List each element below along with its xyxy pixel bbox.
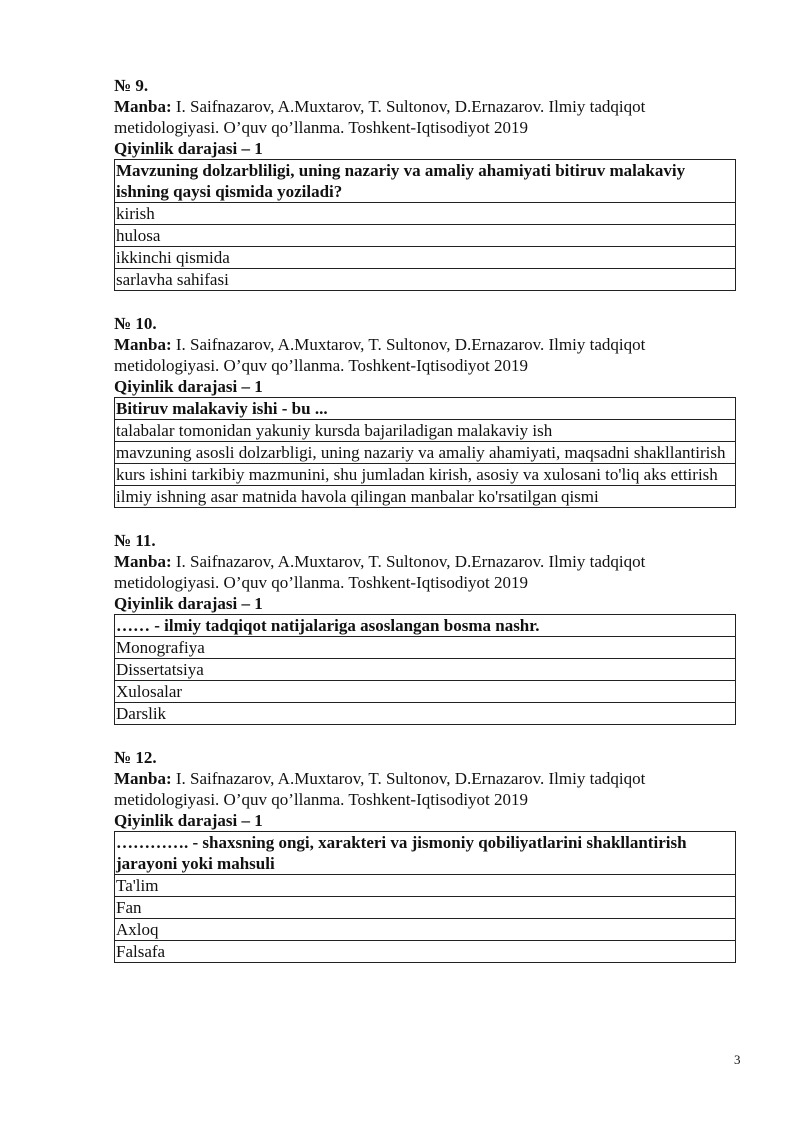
option-row — [115, 659, 736, 681]
option-row — [115, 897, 736, 919]
option-row — [115, 875, 736, 897]
question-source — [114, 96, 736, 138]
question-source — [114, 768, 736, 810]
source-text: I. Saifnazarov, A.Muxtarov, T. Sultonov, D.Ernazarov. Ilmiy tadqiqot metidologiyasi. O’quv qo’llanma. Toshkent-Iqtisodiyot 2019 — [114, 552, 646, 592]
source-text: I. Saifnazarov, A.Muxtarov, T. Sultonov, D.Ernazarov. Ilmiy tadqiqot metidologiyasi. O’quv qo’llanma. Toshkent-Iqtisodiyot 2019 — [114, 97, 646, 137]
option-cell: Axloq — [115, 919, 736, 941]
stem-row — [115, 615, 736, 637]
source-text: I. Saifnazarov, A.Muxtarov, T. Sultonov, D.Ernazarov. Ilmiy tadqiqot metidologiyasi. O’quv qo’llanma. Toshkent-Iqtisodiyot 2019 — [114, 769, 646, 809]
option-row — [115, 225, 736, 247]
options-table — [114, 614, 736, 725]
question-stem: …………. - shaxsning ongi, xarakteri va jismoniy qobiliyatlarini shakllantirish jarayoni yoki mahsuli — [115, 832, 736, 875]
difficulty-level: Qiyinlik darajasi – 1 — [114, 594, 263, 613]
option-cell: talabalar tomonidan yakuniy kursda bajariladigan malakaviy ish — [115, 420, 736, 442]
option-cell: Monografiya — [115, 637, 736, 659]
options-table — [114, 397, 736, 508]
option-cell: kurs ishini tarkibiy mazmunini, shu jumladan kirish, asosiy va xulosani to'liq aks ettirish — [115, 464, 736, 486]
question-block — [114, 313, 736, 508]
question-stem: Bitiruv malakaviy ishi - bu ... — [115, 398, 736, 420]
source-label: Manba: — [114, 769, 172, 788]
option-row — [115, 703, 736, 725]
difficulty-level: Qiyinlik darajasi – 1 — [114, 811, 263, 830]
option-cell: Ta'lim — [115, 875, 736, 897]
difficulty-level: Qiyinlik darajasi – 1 — [114, 139, 263, 158]
question-stem: …… - ilmiy tadqiqot natijalariga asoslangan bosma nashr. — [115, 615, 736, 637]
stem-row — [115, 160, 736, 203]
option-row — [115, 464, 736, 486]
stem-row — [115, 832, 736, 875]
question-number: № 10. — [114, 314, 157, 333]
source-text: I. Saifnazarov, A.Muxtarov, T. Sultonov, D.Ernazarov. Ilmiy tadqiqot metidologiyasi. O’quv qo’llanma. Toshkent-Iqtisodiyot 2019 — [114, 335, 646, 375]
question-source — [114, 334, 736, 376]
difficulty-level: Qiyinlik darajasi – 1 — [114, 377, 263, 396]
option-cell: Xulosalar — [115, 681, 736, 703]
option-row — [115, 269, 736, 291]
stem-row — [115, 398, 736, 420]
question-number: № 12. — [114, 748, 157, 767]
source-label: Manba: — [114, 335, 172, 354]
question-block — [114, 747, 736, 963]
option-row — [115, 681, 736, 703]
option-cell: hulosa — [115, 225, 736, 247]
option-cell: sarlavha sahifasi — [115, 269, 736, 291]
option-row — [115, 247, 736, 269]
options-table — [114, 831, 736, 963]
option-cell: Fan — [115, 897, 736, 919]
question-number: № 9. — [114, 76, 149, 95]
option-row — [115, 919, 736, 941]
option-cell: Dissertatsiya — [115, 659, 736, 681]
option-cell: mavzuning asosli dolzarbligi, uning nazariy va amaliy ahamiyati, maqsadni shakllantirish — [115, 442, 736, 464]
option-cell: Falsafa — [115, 941, 736, 963]
source-label: Manba: — [114, 97, 172, 116]
option-row — [115, 203, 736, 225]
options-table — [114, 159, 736, 291]
document-page — [114, 75, 736, 985]
question-number: № 11. — [114, 531, 156, 550]
option-row — [115, 637, 736, 659]
option-row — [115, 420, 736, 442]
question-stem: Mavzuning dolzarbliligi, uning nazariy va amaliy ahamiyati bitiruv malakaviy ishning qaysi qismida yoziladi? — [115, 160, 736, 203]
page-number: 3 — [734, 1052, 741, 1067]
source-label: Manba: — [114, 552, 172, 571]
option-row — [115, 442, 736, 464]
question-source — [114, 551, 736, 593]
option-cell: Darslik — [115, 703, 736, 725]
option-row — [115, 486, 736, 508]
option-cell: ikkinchi qismida — [115, 247, 736, 269]
question-block — [114, 75, 736, 291]
option-cell: ilmiy ishning asar matnida havola qilingan manbalar ko'rsatilgan qismi — [115, 486, 736, 508]
option-cell: kirish — [115, 203, 736, 225]
question-block — [114, 530, 736, 725]
option-row — [115, 941, 736, 963]
